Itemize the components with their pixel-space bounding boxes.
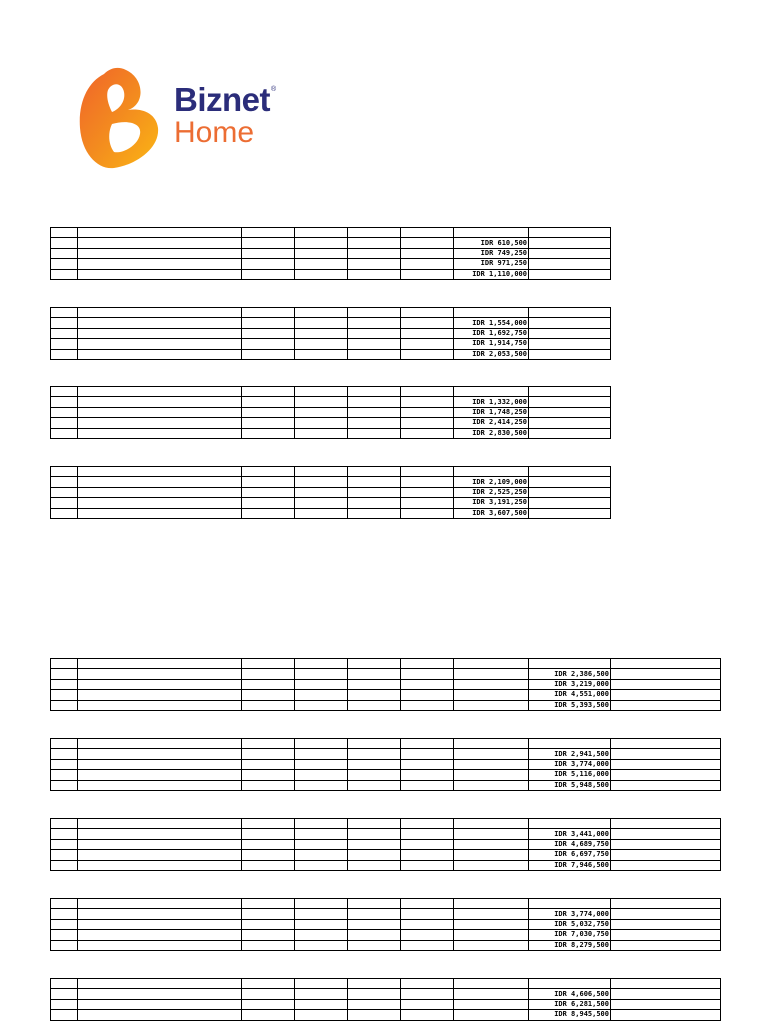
table-row — [51, 749, 721, 759]
table-row — [51, 940, 721, 950]
price-cell: IDR 3,774,000 — [529, 909, 611, 919]
price-cell: IDR 7,946,500 — [529, 860, 611, 870]
table-row — [51, 850, 721, 860]
table-row — [51, 259, 611, 269]
price-cell: IDR 1,748,250 — [454, 407, 529, 417]
price-cell: IDR 5,116,000 — [529, 770, 611, 780]
table-row — [51, 418, 611, 428]
price-cell: IDR 4,606,500 — [529, 989, 611, 999]
table-row — [51, 318, 611, 328]
price-cell: IDR 3,219,000 — [529, 679, 611, 689]
biznet-b-icon — [78, 64, 168, 174]
price-table — [50, 658, 721, 711]
price-table — [50, 386, 611, 439]
price-table — [50, 898, 721, 951]
table-row — [51, 407, 611, 417]
table-row — [51, 919, 721, 929]
price-table — [50, 466, 611, 519]
table-row — [51, 339, 611, 349]
price-cell: IDR 971,250 — [454, 259, 529, 269]
price-table — [50, 307, 611, 360]
table-row — [51, 508, 611, 518]
table-row — [51, 909, 721, 919]
table-row — [51, 238, 611, 248]
price-cell: IDR 5,032,750 — [529, 919, 611, 929]
price-cell: IDR 1,554,000 — [454, 318, 529, 328]
table-row — [51, 498, 611, 508]
price-cell: IDR 8,279,500 — [529, 940, 611, 950]
price-cell: IDR 5,948,500 — [529, 780, 611, 790]
table-row — [51, 1010, 721, 1020]
table-row — [51, 839, 721, 849]
table-row — [51, 989, 721, 999]
table-row — [51, 269, 611, 279]
price-cell: IDR 2,525,250 — [454, 487, 529, 497]
table-row — [51, 679, 721, 689]
price-cell: IDR 6,281,500 — [529, 999, 611, 1009]
registered-mark: ® — [271, 86, 277, 93]
brand-name: Biznet — [174, 81, 270, 118]
price-table — [50, 738, 721, 791]
table-row — [51, 487, 611, 497]
price-cell: IDR 1,914,750 — [454, 339, 529, 349]
price-cell: IDR 610,500 — [454, 238, 529, 248]
table-row — [51, 829, 721, 839]
price-table — [50, 818, 721, 871]
price-cell: IDR 749,250 — [454, 248, 529, 258]
price-cell: IDR 3,191,250 — [454, 498, 529, 508]
brand-sub: Home — [174, 116, 255, 149]
price-cell: IDR 8,945,500 — [529, 1010, 611, 1020]
price-cell: IDR 2,053,500 — [454, 349, 529, 359]
price-cell: IDR 5,393,500 — [529, 700, 611, 710]
price-cell: IDR 2,109,000 — [454, 477, 529, 487]
table-row — [51, 780, 721, 790]
table-row — [51, 759, 721, 769]
table-row — [51, 770, 721, 780]
table-row — [51, 428, 611, 438]
table-row — [51, 860, 721, 870]
price-cell: IDR 2,414,250 — [454, 418, 529, 428]
price-table — [50, 227, 611, 280]
price-cell: IDR 4,551,000 — [529, 690, 611, 700]
table-row — [51, 690, 721, 700]
table-row — [51, 248, 611, 258]
price-cell: IDR 7,030,750 — [529, 930, 611, 940]
price-cell: IDR 4,689,750 — [529, 839, 611, 849]
price-cell: IDR 3,607,500 — [454, 508, 529, 518]
price-table — [50, 978, 721, 1021]
price-cell: IDR 2,386,500 — [529, 669, 611, 679]
table-row — [51, 700, 721, 710]
price-cell: IDR 1,110,000 — [454, 269, 529, 279]
table-row — [51, 477, 611, 487]
table-row — [51, 328, 611, 338]
price-cell: IDR 6,697,750 — [529, 850, 611, 860]
price-cell: IDR 2,941,500 — [529, 749, 611, 759]
price-cell: IDR 3,774,000 — [529, 759, 611, 769]
price-cell: IDR 1,332,000 — [454, 397, 529, 407]
table-row — [51, 930, 721, 940]
biznet-home-logo — [78, 64, 298, 174]
table-row — [51, 669, 721, 679]
price-cell: IDR 2,830,500 — [454, 428, 529, 438]
table-row — [51, 397, 611, 407]
table-row — [51, 999, 721, 1009]
price-cell: IDR 3,441,000 — [529, 829, 611, 839]
table-row — [51, 349, 611, 359]
price-cell: IDR 1,692,750 — [454, 328, 529, 338]
